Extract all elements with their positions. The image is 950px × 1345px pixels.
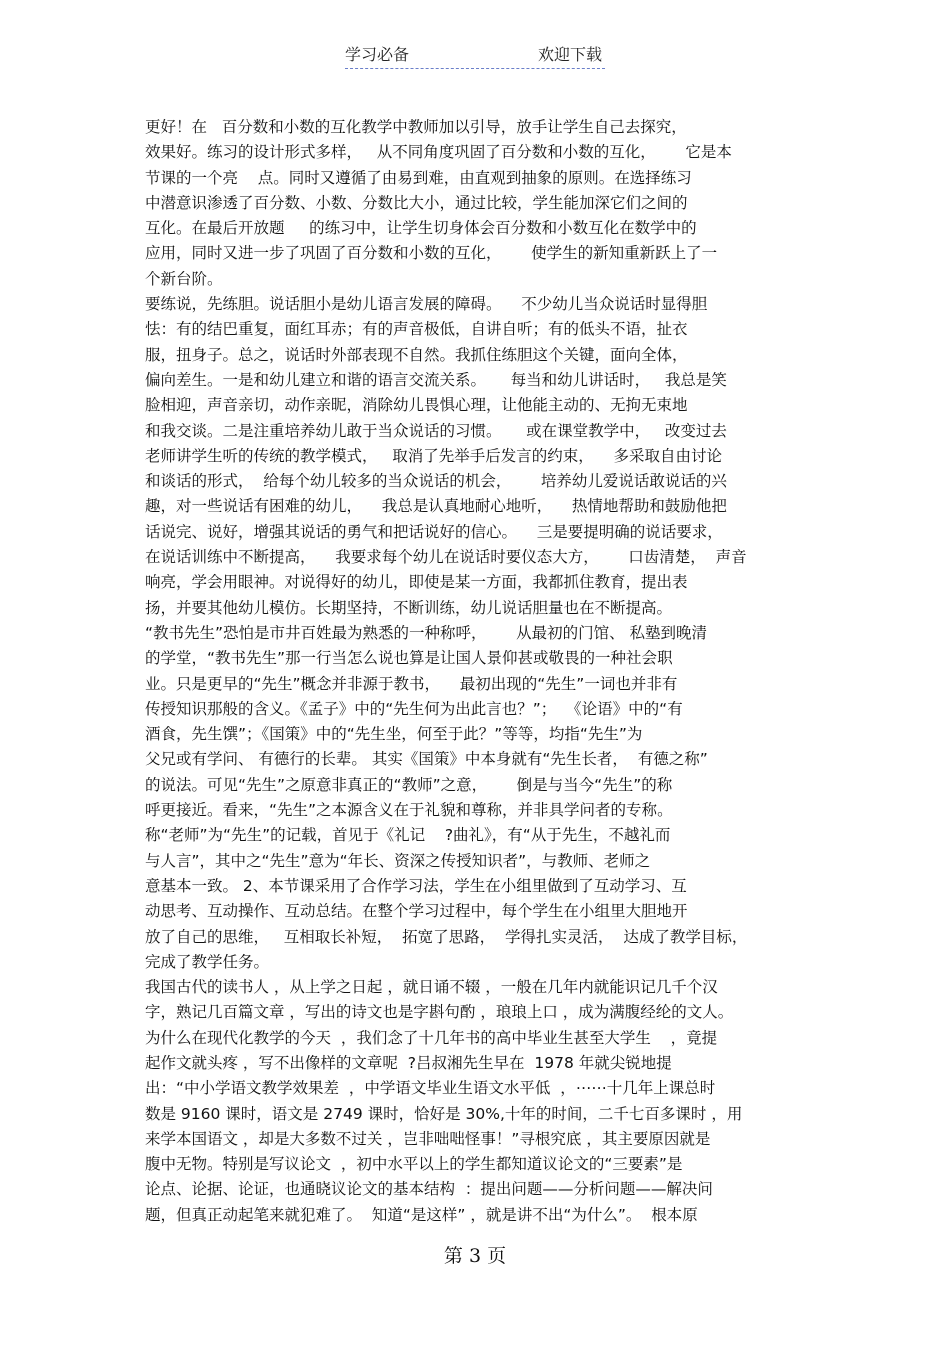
text-line: 趣，对一些说话有困难的幼儿， 我总是认真地耐心地听， 热情地帮助和鼓励他把 [145,497,727,516]
text-line: 意基本一致。 2、本节课采用了合作学习法，学生在小组里做到了互动学习、互 [145,876,687,895]
text-line: 要练说，先练胆。说话胆小是幼儿语言发展的障碍。 不少幼儿当众说话时显得胆 [145,295,708,314]
text-line: 父兄或有学问、 有德行的长辈。 其实《国策》中本身就有“先生长者， 有德之称” [145,750,708,769]
text-line: 动思考、互动操作、互动总结。在整个学习过程中，每个学生在小组里大胆地开 [145,902,688,921]
text-line: 服，扭身子。总之，说话时外部表现不自然。我抓住练胆这个关键，面向全体， [145,345,688,364]
text-line: 效果好。练习的设计形式多样， 从不同角度巩固了百分数和小数的互化， 它是本 [145,143,732,162]
text-line: 腹中无物。特别是写议论文 ，初中水平以上的学生都知道议论文的“三要素”是 [145,1155,683,1174]
text-line: 为什么在现代化教学的今天 ，我们念了十几年书的高中毕业生甚至大学生 ，竟提 [145,1028,718,1047]
text-line: 完成了教学任务。 [145,952,270,971]
text-line: 节课的一个亮 点。同时又遵循了由易到难，由直观到抽象的原则。在选择练习 [145,168,692,187]
text-line: 放了自己的思维， 互相取长补短， 拓宽了思路， 学得扎实灵活， 达成了教学目标， [145,927,748,946]
text-line: 业。只是更早的“先生”概念并非源于教书， 最初出现的“先生”一词也并非有 [145,674,678,693]
text-line: 与人言”，其中之“先生”意为“年长、资深之传授知识者”，与教师、老师之 [145,851,651,870]
text-line: 称“老师”为“先生”的记载，首见于《礼记 ?曲礼》，有“从于先生，不越礼而 [145,826,671,845]
text-line: 来学本国语文 ，却是大多数不过关 ，岂非咄咄怪事！”寻根究底 ，其主要原因就是 [145,1129,711,1148]
text-line: 我国古代的读书人 ，从上学之日起 ，就日诵不辍 ，一般在几年内就能识记几千个汉 [145,978,718,997]
text-line: 数是 9160 课时，语文是 2749 课时，恰好是 30%,十年的时间，二千七百多课时 ，用 [145,1104,743,1123]
text-line: 偏向差生。一是和幼儿建立和谐的语言交流关系。 每当和幼儿讲话时， 我总是笑 [145,370,727,389]
text-line: 脸相迎，声音亲切，动作亲昵，消除幼儿畏惧心理，让他能主动的、无拘无束地 [145,396,688,415]
text-line: 个新台阶。 [145,269,223,288]
text-line: 起作文就头疼 ，写不出像样的文章呢 ?吕叔湘先生早在 1978 年就尖锐地提 [145,1053,672,1072]
text-line: 呼更接近。看来，“先生”之本源含义在于礼貌和尊称，并非具学问者的专称。 [145,801,673,820]
text-line: 应用，同时又进一步了巩固了百分数和小数的互化， 使学生的新知重新跃上了一 [145,244,718,263]
text-line: 出：“中小学语文教学效果差 ，中学语文毕业生语文水平低 ，⋯⋯十几年上课总时 [145,1079,716,1098]
text-line: 和谈话的形式， 给每个幼儿较多的当众说话的机会， 培养幼儿爱说话敢说话的兴 [145,472,727,491]
text-line: 响亮，学会用眼神。对说得好的幼儿，即使是某一方面，我都抓住教育，提出表 [145,573,688,592]
text-line: 更好！在 百分数和小数的互化教学中教师加以引导，放手让学生自己去探究， [145,118,687,136]
header-right-text: 欢迎下载 [537,45,602,64]
text-line: 老师讲学生听的传统的教学模式， 取消了先举手后发言的约束， 多采取自由讨论 [145,446,722,465]
text-line: 论点、论据、论证，也通晓议论文的基本结构 ：提出问题——分析问题——解决问 [145,1180,713,1199]
text-line: 话说完、说好，增强其说话的勇气和把话说好的信心。 三是要提明确的说话要求， [145,522,723,541]
text-line: 题，但真正动起笔来就犯难了。 知道“是这样” ，就是讲不出“为什么”。 根本原 [145,1205,698,1224]
page-number: 第 3 页 [443,1245,507,1267]
document-body [145,115,810,1228]
text-line: 和我交谈。二是注重培养幼儿敢于当众说话的习惯。 或在课堂教学中， 改变过去 [145,421,727,440]
page-header [345,40,605,69]
text-line: 中潜意识渗透了百分数、小数、分数比大小，通过比较，学生能加深它们之间的 [145,193,688,212]
text-line: 传授知识那般的含义。《孟子》中的“先生何为出此言也？”； 《论语》中的“有 [145,699,683,718]
text-line: 怯：有的结巴重复，面红耳赤；有的声音极低，自讲自听；有的低头不语，扯衣 [145,320,688,339]
text-line: “教书先生”恐怕是市井百姓最为熟悉的一种称呼， 从最初的门馆、 私塾到晚清 [145,623,708,642]
text-line: 字，熟记几百篇文章 ，写出的诗文也是字斟句酌 ，琅琅上口 ，成为满腹经纶的文人。 [145,1003,734,1022]
text-line: 的说法。可见“先生”之原意非真正的“教师”之意， 倒是与当今“先生”的称 [145,775,673,794]
text-line: 扬，并要其他幼儿模仿。长期坚持，不断训练，幼儿说话胆量也在不断提高。 [145,598,673,617]
text-line: 酒食，先生馔”；《国策》中的“先生坐，何至于此？”等等，均指“先生”为 [145,725,643,744]
text-line: 的学堂，“教书先生”那一行当怎么说也算是让国人景仰甚或敬畏的一种社会职 [145,649,673,668]
header-left-text: 学习必备 [345,45,410,64]
text-line: 在说话训练中不断提高， 我要求每个幼儿在说话时要仪态大方， 口齿清楚， 声音 [145,548,747,567]
text-line: 互化。在最后开放题 的练习中，让学生切身体会百分数和小数互化在数学中的 [145,219,697,238]
